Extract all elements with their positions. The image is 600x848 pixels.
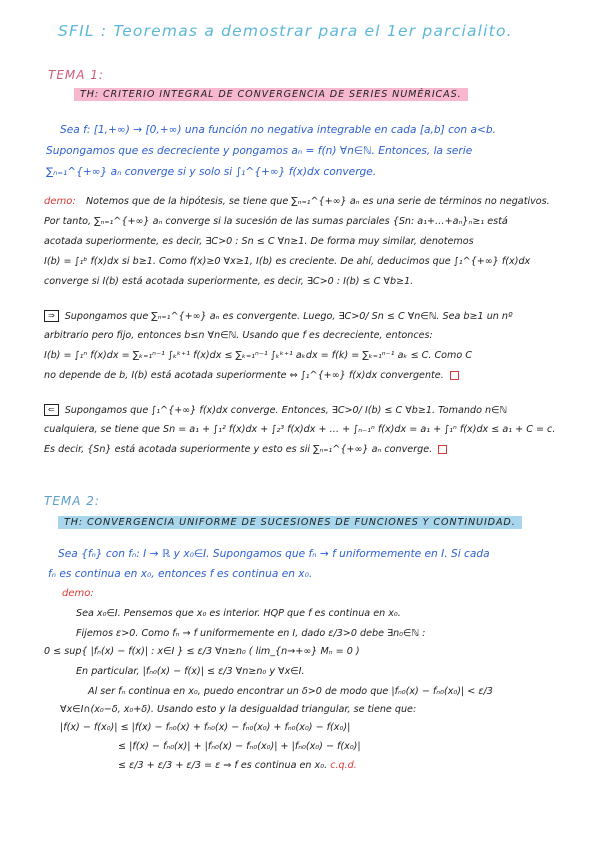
backward-text-3: Es decir, {Sn} está acotada superiormente y esto es sii ∑ₙ₌₁^{+∞} aₙ converge. [44, 444, 433, 455]
backward-text-1: Supongamos que ∫₁^{+∞} f(x)dx converge. Entonces, ∃C>0/ I(b) ≤ C ∀b≥1. Tomando n∈ℕ [64, 405, 508, 416]
tema1-demo-line-1: Notemos que de la hipótesis, se tiene que ∑ₙ₌₁^{+∞} aₙ es una serie de términos no negativos. [86, 196, 550, 207]
tema2-demo-label: demo: [62, 588, 94, 599]
tema2-demo-line-5: Al ser fₙ continua en x₀, puedo encontrar un δ>0 de modo que |fₙ₀(x) − fₙ₀(x₀)| < ε/3 [88, 686, 493, 697]
tema2-statement-line-1: Sea {fₙ} con fₙ: I → ℝ y x₀∈I. Supongamos que fₙ → f uniformemente en I. Si cada [58, 548, 490, 560]
tema1-demo-line-2: Por tanto, ∑ₙ₌₁^{+∞} aₙ converge si la sucesión de las sumas parciales {Sn: a₁+…+aₙ}ₙ≥₁ está [44, 216, 508, 227]
tema1-forward-line-3: I(b) = ∫₁ⁿ f(x)dx = ∑ₖ₌₁ⁿ⁻¹ ∫ₖᵏ⁺¹ f(x)dx ≤ ∑ₖ₌₁ⁿ⁻¹ ∫ₖᵏ⁺¹ aₖdx = f(k) = ∑ₖ₌₁ⁿ⁻¹ aₖ ≤ C. Como C [44, 350, 473, 361]
forward-text-4: no depende de b, I(b) está acotada superiormente ⇔ ∫₁^{+∞} f(x)dx convergente. [44, 370, 444, 381]
forward-arrow-icon: ⇒ [44, 310, 59, 322]
tema1-demo-line-5: converge si I(b) está acotada superiormente, es decir, ∃C>0 : I(b) ≤ C ∀b≥1. [44, 276, 414, 287]
tema2-demo-line-9-text: ≤ ε/3 + ε/3 + ε/3 = ε ⇒ f es continua en x₀. [118, 760, 328, 771]
tema1-backward-line-1 [44, 404, 507, 416]
tema2-demo-line-6: ∀x∈I∩(x₀−δ, x₀+δ). Usando esto y la desigualdad triangular, se tiene que: [60, 704, 417, 715]
tema2-demo-line-2: Fijemos ε>0. Como fₙ → f uniformemente en I, dado ε/3>0 debe ∃n₀∈ℕ : [76, 628, 426, 639]
tema2-demo-line-9 [118, 760, 357, 771]
tema1-forward-line-2: arbitrario pero fijo, entonces b≤n ∀n∈ℕ. Usando que f es decreciente, entonces: [44, 330, 433, 341]
tema1-demo-line-3: acotada superiormente, es decir, ∃C>0 : Sn ≤ C ∀n≥1. De forma muy similar, denotemos [44, 236, 474, 247]
tema1-demo-label: demo: [44, 196, 76, 207]
qed-square-icon [450, 371, 459, 380]
tema2-demo-line-4: En particular, |fₙ₀(x) − f(x)| ≤ ε/3 ∀n≥n₀ y ∀x∈I. [76, 666, 305, 677]
forward-text-1: Supongamos que ∑ₙ₌₁^{+∞} aₙ es convergente. Luego, ∃C>0/ Sn ≤ C ∀n∈ℕ. Sea b≥1 un nº [64, 311, 513, 322]
tema2-demo-line-3: 0 ≤ sup{ |fₙ(x) − f(x)| : x∈I } ≤ ε/3 ∀n≥n₀ ( lim_{n→+∞} Mₙ = 0 ) [44, 646, 360, 657]
tema2-demo-line-8: ≤ |f(x) − fₙ₀(x)| + |fₙ₀(x) − fₙ₀(x₀)| + |fₙ₀(x₀) − f(x₀)| [118, 741, 361, 752]
qed-square-icon [438, 445, 447, 454]
tema2-demo-line-1: Sea x₀∈I. Pensemos que x₀ es interior. HQP que f es continua en x₀. [76, 608, 401, 619]
tema1-demo-line-4: I(b) = ∫₁ᵇ f(x)dx si b≥1. Como f(x)≥0 ∀x≥1, I(b) es creciente. De ahí, deducimos que ∫₁^{+∞} f(x)dx [44, 256, 531, 267]
tema1-statement-line-3: ∑ₙ₌₁^{+∞} aₙ converge si y solo si ∫₁^{+∞} f(x)dx converge. [46, 166, 377, 178]
tema2-theorem-title: TH: CONVERGENCIA UNIFORME DE SUCESIONES DE FUNCIONES Y CONTINUIDAD. [58, 516, 522, 529]
tema1-forward-line-4 [44, 370, 459, 381]
tema1-statement-line-1: Sea f: [1,+∞) → [0,+∞) una función no negativa integrable en cada [a,b] con a<b. [60, 124, 496, 136]
backward-arrow-icon: ⇐ [44, 404, 59, 416]
qed-text: c.q.d. [330, 760, 357, 771]
tema1-backward-line-2: cualquiera, se tiene que Sn = a₁ + ∫₁² f(x)dx + ∫₂³ f(x)dx + … + ∫ₙ₋₁ⁿ f(x)dx = a₁ + ∫₁ⁿ f(x)dx ≤ a₁ + C = c. [44, 424, 556, 435]
tema1-heading: TEMA 1: [48, 68, 104, 82]
tema1-statement-line-2: Supongamos que es decreciente y pongamos aₙ = f(n) ∀n∈ℕ. Entonces, la serie [46, 145, 473, 157]
tema1-backward-line-3 [44, 444, 447, 455]
tema2-heading: TEMA 2: [44, 494, 100, 508]
tema2-statement-line-2: fₙ es continua en x₀, entonces f es continua en x₀. [48, 568, 313, 580]
tema2-demo-line-7: |f(x) − f(x₀)| ≤ |f(x) − fₙ₀(x) + fₙ₀(x) − fₙ₀(x₀) + fₙ₀(x₀) − f(x₀)| [60, 722, 351, 733]
tema1-forward-line-1 [44, 310, 513, 322]
tema1-theorem-title: TH: CRITERIO INTEGRAL DE CONVERGENCIA DE SERIES NUMÉRICAS. [74, 88, 468, 101]
page-title: SFIL : Teoremas a demostrar para el 1er parcialito. [58, 22, 513, 40]
